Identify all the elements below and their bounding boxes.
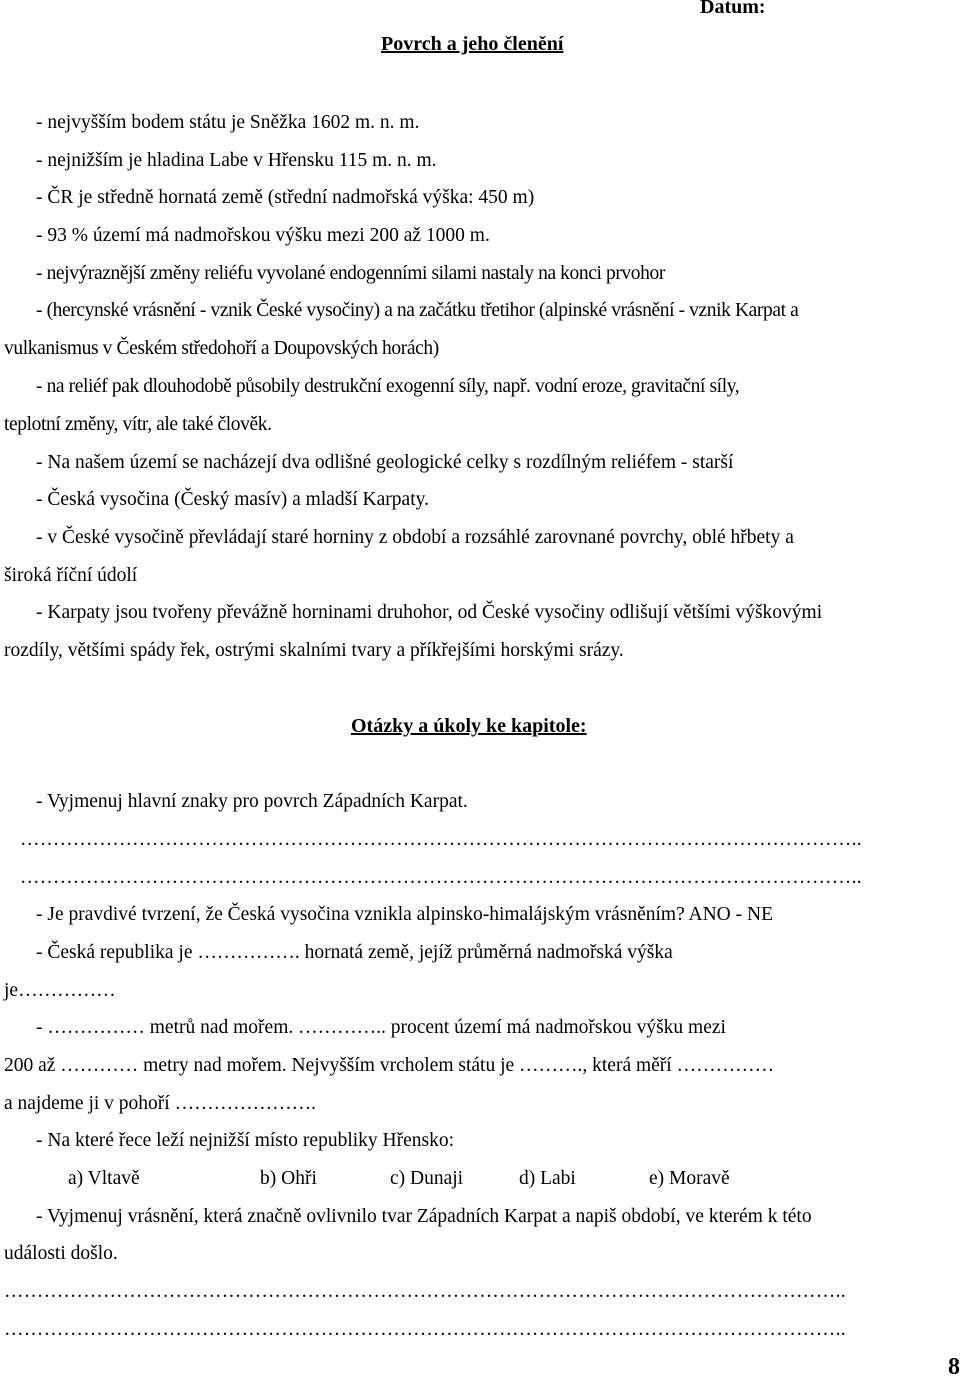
question-line: je…………… [4,980,116,1001]
text-line: - 93 % území má nadmořskou výšku mezi 200 až 1000 m. [36,225,490,246]
text-line: vulkanismus v Českém středohoří a Doupovských horách) [4,338,439,359]
question-line: a najdeme ji v pohoří …………………. [4,1093,316,1114]
question-line: - Vyjmenuj vrásnění, která značně ovlivnilo tvar Západních Karpat a napiš období, ve kterém k této [36,1206,812,1227]
answer-option-d: d) Labi [519,1168,576,1189]
date-label: Datum: [700,0,766,18]
answer-option-c: c) Dunaji [390,1168,464,1189]
question-line: 200 až ………… metry nad mořem. Nejvyšším vrcholem státu je ………., která měří …………… [4,1055,775,1076]
text-line: - nejvýraznější změny reliéfu vyvolané endogenními silami nastaly na konci prvohor [36,263,665,284]
text-line: - ČR je středně hornatá země (střední nadmořská výška: 450 m) [36,187,535,208]
text-line: rozdíly, většími spády řek, ostrými skalními tvary a příkřejšími horskými srázy. [4,640,624,661]
text-line: - nejnižším je hladina Labe v Hřensku 115 m. n. m. [36,150,437,171]
answer-dots: ……………………………………………………………………………………………………………….. [4,1281,846,1302]
text-line: - v České vysočině převládají staré horniny z období a rozsáhlé zarovnané povrchy, oblé hřbety a [36,527,794,548]
text-line: - Na našem území se nacházejí dva odlišné geologické celky s rozdílným reliéfem - starší [36,452,734,473]
answer-dots: ……………………………………………………………………………………………………………….. [20,867,862,888]
question-line: - Na které řece leží nejnižší místo republiky Hřensko: [36,1130,455,1151]
answer-dots: ……………………………………………………………………………………………………………….. [4,1319,846,1340]
text-line: teplotní změny, vítr, ale také člověk. [4,414,272,435]
answer-option-a: a) Vltavě [68,1168,140,1189]
text-line: - (hercynské vrásnění - vznik České vysočiny) a na začátku třetihor (alpinské vrásnění - vznik Karpat a [36,300,799,321]
text-line: - na reliéf pak dlouhodobě působily destrukční exogenní síly, např. vodní eroze, gravitační síly, [36,376,740,397]
question-line: - Česká republika je ……………. hornatá země, jejíž průměrná nadmořská výška [36,942,673,963]
page-title: Povrch a jeho členění [381,33,564,55]
question-line: - …………… metrů nad mořem. ………….. procent území má nadmořskou výšku mezi [36,1017,726,1038]
text-line: - nejvyšším bodem státu je Sněžka 1602 m. n. m. [36,112,420,133]
answer-option-e: e) Moravě [649,1168,730,1189]
question-line: - Vyjmenuj hlavní znaky pro povrch Západních Karpat. [36,791,468,812]
text-line: široká říční údolí [4,565,138,586]
text-line: - Karpaty jsou tvořeny převážně horninami druhohor, od České vysočiny odlišují většími výškovými [36,602,823,623]
question-line: - Je pravdivé tvrzení, že Česká vysočina vznikla alpinsko-himalájským vrásněním? ANO - NE [36,904,774,925]
text-line: - Česká vysočina (Český masív) a mladší Karpaty. [36,489,429,510]
answer-dots: ……………………………………………………………………………………………………………….. [20,829,862,850]
answer-option-b: b) Ohři [260,1168,317,1189]
page-number: 8 [948,1354,960,1380]
questions-title: Otázky a úkoly ke kapitole: [351,715,587,737]
question-line: události došlo. [4,1243,118,1264]
